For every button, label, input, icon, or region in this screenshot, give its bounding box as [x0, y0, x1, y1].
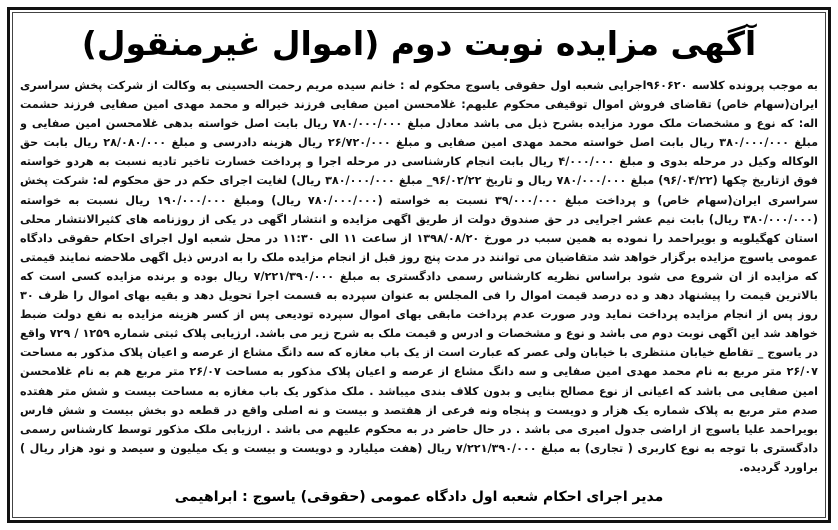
notice-body: به موجب پرونده کلاسه ۹۶۰۶۲۰اجرایی شعبه اول حقوقی یاسوج محکوم له : خانم سیده مریم رحمت الحسینی به وکالت از شرکت پخش سراسری ایران(سهام خاص) تقاضای فروش اموال توقیفی محکوم علیهم: غلامحسن امین صفایی فرزند خیراله و محمد مهدی امین صفایی فرزند حشمت اله: که نوع و مشخصات ملک مورد مزایده بشرح ذیل می باشد معادل مبلغ ۷۸۰/۰۰۰/۰۰۰ ریال بابت اصل خواسته بدهی غلامحسن امین صفایی و مبلغ ۳۸۰/۰۰۰/۰۰۰ ریال بابت اصل خواسته محمد مهدی امین صفایی و مبلغ ۲۶/۷۲۰/۰۰۰ ریال هزینه دادرسی و مبلغ ۲۸/۰۸۰/۰۰۰ ریال بابت حق الوکاله وکیل در مرحله بدوی و مبلغ ۴/۰۰۰/۰۰۰ ریال بابت انجام کارشناسی در مرحله اجرا و پرداخت خسارت تاخیر تادیه نسبت به هردو خواسته فوق ازتاریخ چکها (۹۶/۰۴/۲۲) مبلغ ۷۸۰/۰۰۰/۰۰۰ ریال و تاریخ ۹۶/۰۲/۲۲_ مبلغ ۳۸۰/۰۰۰/۰۰۰ ریال) لغایت اجرای حکم در حق محکوم له: شرکت پخش سراسری ایران(سهام خاص) و پرداخت مبلغ ۳۹/۰۰۰/۰۰۰ نسبت به خواسته (۷۸۰/۰۰۰/۰۰۰ ریال) ومبلغ ۱۹۰/۰۰۰/۰۰۰ ریال نسبت به خواسته (۳۸۰/۰۰۰/۰۰۰ ریال) بابت نیم عشر اجرایی در حق صندوق دولت از طریق اگهی مزایده و انتشار اگهی در یکی از روزنامه های کثیرالانتشار محلی استان کهگیلویه و بویراحمد را نموده به همین سبب در مورخ ۱۳۹۸/۰۸/۲۰ از ساعت ۱۱ الی ۱۱:۳۰ در محل شعبه اول اجرای احکام حقوقی دادگاه عمومی یاسوج مزایده برگزار خواهد شد متقاضیان می توانند در مدت پنج روز قبل از انجام مزایده ملک را به ادرس ذیل اگهی ملاحضه نمایند قیمتی که مزایده از ان شروع می شود براساس نظریه کارشناس رسمی دادگستری به مبلغ ۷/۲۲۱/۳۹۰/۰۰۰ ریال بوده و برنده مزایده کسی است که بالاترین قیمت را پیشنهاد دهد و ده درصد قیمت اموال را فی المجلس به عنوان سپرده به قسمت اجرا تحویل دهد و بقیه بهای اموال را ظرف ۳۰ روز پس از انجام مزایده پرداخت نماید ودر صورت عدم پرداخت مابقی بهای اموال سپرده تودیعی پس از کسر هزینه مزایده به نفع دولت ضبط خواهد شد این اگهی نوبت دوم می باشد و نوع و مشخصات و ادرس و قیمت ملک به شرح زیر می باشد. ارزیابی پلاک ثبتی شماره ۱۲۵۹ / ۷۲۹ واقع در یاسوج _ تقاطع خیابان منتظری با خیابان ولی عصر که عبارت است از یک باب مغازه که سه دانگ مشاع از عرصه و اعیان پلاک مذکور به مساحت ۲۶/۰۷ متر مربع به نام محمد مهدی امین صفایی و سه دانگ مشاع از عرصه و اعیان پلاک مذکور به مساحت ۲۶/۰۷ متر مربع هم به نام غلامحسن امین صفایی می باشد که اعیانی از نوع مصالح بنایی و بدون کلاف بندی میباشد . ملک مذکور یک باب مغازه به مساحت بیست و شش متر هفتده صدم متر مربع به پلاک شماره یک هزار و دویست و پنجاه ونه فرعی از هفتصد و بیست و نه اصلی واقع در قطعه دو بخش بیست و شش فارس بویراحمد علیا یاسوج از اراضی جدول امیری می باشد . در حال حاضر در به محکوم علیهم می باشد . ارزیابی ملک مذکور توسط کارشناس رسمی دادگستری با توجه به نوع کاربری ( تجاری) به مبلغ ۷/۲۲۱/۳۹۰/۰۰۰ ریال (هفت میلیارد و دویست و بیست و یک میلیون و سیصد و نود هزار ریال ) براورد گردیده.	[20, 79, 818, 474]
notice-title: آگهی مزایده نوبت دوم (اموال غیرمنقول)	[81, 24, 757, 63]
signature-line: مدیر اجرای احکام شعبه اول دادگاه عمومی (حقوقی) یاسوج : ابراهیمی	[174, 489, 664, 505]
